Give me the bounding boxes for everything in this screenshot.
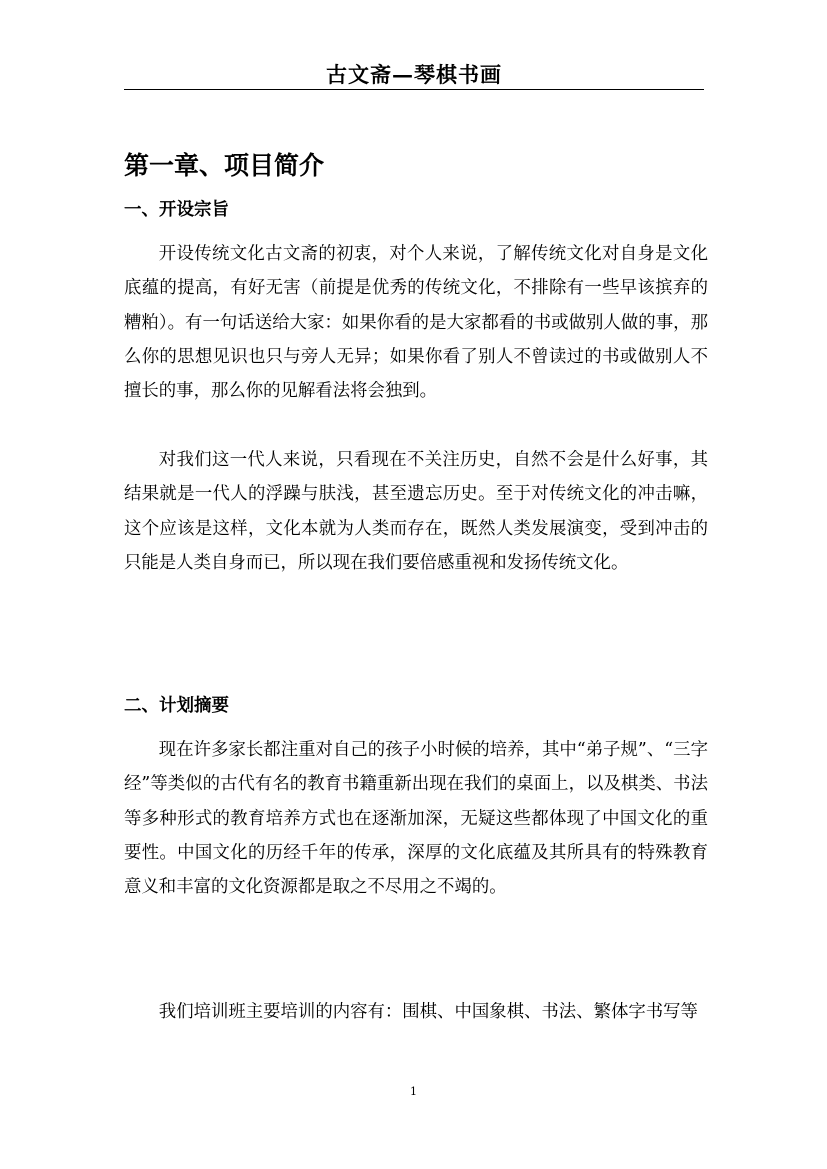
section-heading-summary: 二、计划摘要 — [124, 696, 229, 716]
header-divider — [124, 89, 704, 90]
chapter-title: 第一章、项目简介 — [124, 151, 325, 180]
paragraph-purpose-2: 对我们这一代人来说，只看现在不关注历史，自然不会是什么好事，其结果就是一代人的浮躁与肤浅，甚至遗忘历史。至于对传统文化的冲击嘛，这个应该是这样，文化本就为人类而存在，既然人类发展演变，受到冲击的只能是人类自身而已，所以现在我们要倍感重视和发扬传统文化。 — [124, 450, 708, 573]
paragraph-summary-2: 我们培训班主要培训的内容有：围棋、中国象棋、书法、繁体字书写等 — [158, 1002, 698, 1022]
paragraph-summary-1: 现在许多家长都注重对自己的孩子小时候的培养，其中“弟子规”、“三字经”等类似的古代有名的教育书籍重新出现在我们的桌面上，以及棋类、书法等多种形式的教育培养方式也在逐渐加深，无疑这些都体现了中国文化的重要性。中国文化的历经千年的传承，深厚的文化底蕴及其所具有的特殊教育意义和丰富的文化资源都是取之不尽用之不竭的。 — [124, 740, 708, 898]
section-heading-purpose: 一、开设宗旨 — [124, 200, 229, 220]
paragraph-purpose-1: 开设传统文化古文斋的初衷，对个人来说，了解传统文化对自身是文化底蕴的提高，有好无害（前提是优秀的传统文化，不排除有一些早该摈弃的糟粕）。有一句话送给大家：如果你看的是大家都看的书或做别人做的事，那么你的思想见识也只与旁人无异；如果你看了别人不曾读过的书或做别人不擅长的事，那么你的见解看法将会独到。 — [124, 244, 708, 402]
header-title: 古文斋—琴棋书画 — [326, 62, 502, 87]
page-number: 1 — [410, 1085, 417, 1098]
